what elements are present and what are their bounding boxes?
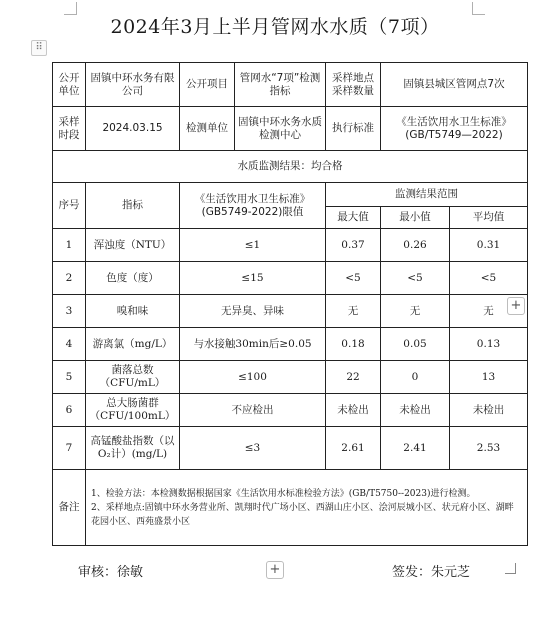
row-avg: 0.31 <box>450 229 528 262</box>
table-row <box>53 427 528 470</box>
row-limit: ≤1 <box>180 229 326 262</box>
row-min: <5 <box>381 262 450 295</box>
issuer-signature: 签发：朱元芝 <box>392 565 471 580</box>
row-avg: 未检出 <box>450 394 528 427</box>
row-max: <5 <box>326 262 381 295</box>
col-header-limit: 《生活饮用水卫生标准》(GB5749-2022)限值 <box>180 183 326 229</box>
value-sampling-period: 2024.03.15 <box>86 107 180 151</box>
row-indicator: 游离氯（mg/L） <box>86 328 180 361</box>
notes-line-1: 1、检验方法：本检测数据根据国家《生活饮用水标准检验方法》(GB/T5750--2023)进行检测。 <box>91 488 476 499</box>
row-indicator: 嗅和味 <box>86 295 180 328</box>
row-no: 1 <box>53 229 86 262</box>
document-title: 2024年3月上半月管网水水质（7项） <box>110 16 440 38</box>
row-min: 0 <box>381 361 450 394</box>
col-header-avg: 平均值 <box>450 207 528 229</box>
table-row <box>53 262 528 295</box>
row-limit: ≤15 <box>180 262 326 295</box>
col-header-range: 监测结果范围 <box>326 183 528 207</box>
row-no: 2 <box>53 262 86 295</box>
col-header-min: 最小值 <box>381 207 450 229</box>
table-row <box>53 328 528 361</box>
col-header-max: 最大值 <box>326 207 381 229</box>
label-sampling-site: 采样地点采样数量 <box>326 63 381 107</box>
row-indicator: 色度（度） <box>86 262 180 295</box>
table-row <box>53 394 528 427</box>
row-no: 6 <box>53 394 86 427</box>
row-min: 0.26 <box>381 229 450 262</box>
label-standard: 执行标准 <box>326 107 381 151</box>
row-max: 未检出 <box>326 394 381 427</box>
row-indicator: 总大肠菌群（CFU/100mL） <box>86 394 180 427</box>
row-min: 0.05 <box>381 328 450 361</box>
row-no: 4 <box>53 328 86 361</box>
row-avg: 13 <box>450 361 528 394</box>
row-avg: 无 <box>450 295 528 328</box>
row-avg: 2.53 <box>450 427 528 470</box>
label-publish-item: 公开项目 <box>180 63 235 107</box>
row-limit: ≤3 <box>180 427 326 470</box>
row-limit: 与水接触30min后≥0.05 <box>180 328 326 361</box>
row-limit: ≤100 <box>180 361 326 394</box>
water-quality-table <box>52 62 528 546</box>
table-row <box>53 295 528 328</box>
row-max: 0.37 <box>326 229 381 262</box>
result-summary: 水质监测结果：均合格 <box>53 151 528 183</box>
header-row-2 <box>53 107 528 151</box>
table-row <box>53 361 528 394</box>
value-sampling-site: 固镇县城区管网点7次 <box>381 63 528 107</box>
label-publish-unit: 公开单位 <box>53 63 86 107</box>
row-indicator: 菌落总数（CFU/mL） <box>86 361 180 394</box>
row-max: 22 <box>326 361 381 394</box>
row-limit: 不应检出 <box>180 394 326 427</box>
row-avg: <5 <box>450 262 528 295</box>
row-no: 7 <box>53 427 86 470</box>
table-resize-handle-icon[interactable] <box>505 563 516 574</box>
add-row-button[interactable]: + <box>266 561 284 579</box>
row-no: 3 <box>53 295 86 328</box>
table-row <box>53 229 528 262</box>
row-min: 未检出 <box>381 394 450 427</box>
notes-label: 备注 <box>53 470 86 546</box>
notes-line-2: 2、采样地点:固镇中环水务营业所、凯翔时代广场小区、西湖山庄小区、浍河辰城小区、状元府小区、湖畔花园小区、西苑盛景小区 <box>91 502 514 527</box>
reviewer-signature: 审核：徐敏 <box>78 565 144 580</box>
row-max: 2.61 <box>326 427 381 470</box>
column-header-row-1 <box>53 183 528 207</box>
col-header-no: 序号 <box>53 183 86 229</box>
notes-row <box>53 470 528 546</box>
row-indicator: 浑浊度（NTU） <box>86 229 180 262</box>
row-min: 2.41 <box>381 427 450 470</box>
notes-content <box>86 470 528 546</box>
row-indicator: 高锰酸盐指数（以O₂计）(mg/L) <box>86 427 180 470</box>
value-publish-unit: 固镇中环水务有限公司 <box>86 63 180 107</box>
value-publish-item: 管网水“7项”检测指标 <box>235 63 326 107</box>
row-max: 0.18 <box>326 328 381 361</box>
label-testing-unit: 检测单位 <box>180 107 235 151</box>
row-max: 无 <box>326 295 381 328</box>
row-no: 5 <box>53 361 86 394</box>
value-standard: 《生活饮用水卫生标准》(GB/T5749—2022) <box>381 107 528 151</box>
header-row-1 <box>53 63 528 107</box>
add-column-button[interactable]: + <box>507 297 525 315</box>
row-min: 无 <box>381 295 450 328</box>
result-summary-row <box>53 151 528 183</box>
col-header-indicator: 指标 <box>86 183 180 229</box>
value-testing-unit: 固镇中环水务水质检测中心 <box>235 107 326 151</box>
row-avg: 0.13 <box>450 328 528 361</box>
table-move-handle-icon[interactable]: ⠿ <box>31 40 47 56</box>
label-sampling-period: 采样时段 <box>53 107 86 151</box>
row-limit: 无异臭、异味 <box>180 295 326 328</box>
